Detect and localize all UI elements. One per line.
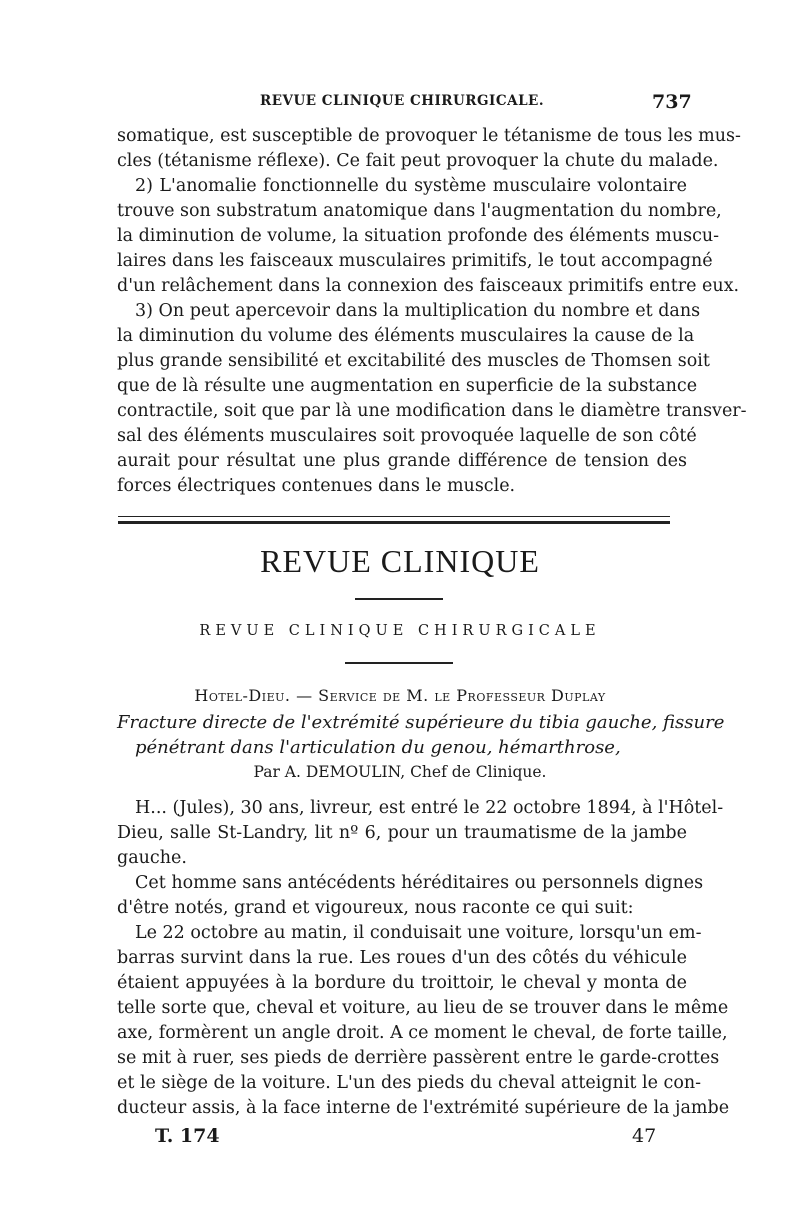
text-line: somatique, est susceptible de provoquer le tétanisme de tous les mus- (117, 126, 741, 146)
text-line: Cet homme sans antécédents héréditaires ou personnels dignes (135, 873, 704, 893)
text-line: et le siège de la voiture. L'un des pieds du cheval atteignit le con- (117, 1073, 702, 1093)
text-line: Le 22 octobre au matin, il conduisait une voiture, lorsqu'un em- (135, 923, 702, 943)
hospital-service-line: Hotel-Dieu. — Service de M. le Professeur Duplay (194, 686, 606, 705)
running-header: REVUE CLINIQUE CHIRURGICALE. (260, 93, 545, 109)
text-line: 3) On peut apercevoir dans la multiplication du nombre et dans (135, 301, 701, 321)
text-line: telle sorte que, cheval et voiture, au lieu de se trouver dans le même (117, 998, 729, 1018)
text-line: sal des éléments musculaires soit provoquée laquelle de son côté (117, 426, 697, 446)
text-line: gauche. (117, 848, 187, 868)
text-line: laires dans les faisceaux musculaires primitifs, le tout accompagné (117, 251, 713, 271)
section-divider-top (118, 516, 670, 517)
article-title-line: pénétrant dans l'articulation du genou, hémarthrose, (135, 737, 621, 758)
text-line: la diminution de volume, la situation profonde des éléments muscu- (117, 226, 720, 246)
article-title-line: Fracture directe de l'extrémité supérieure du tibia gauche, fissure (117, 712, 725, 733)
text-line: 2) L'anomalie fonctionnelle du système musculaire volontaire (135, 176, 687, 196)
subsection-title: REVUE CLINIQUE CHIRURGICALE (199, 623, 601, 639)
author-line: Par A. DEMOULIN, Chef de Clinique. (253, 763, 547, 781)
section-divider-bottom (118, 521, 670, 524)
text-line: aurait pour résultat une plus grande différence de tension des (117, 451, 687, 471)
text-line: plus grande sensibilité et excitabilité des muscles de Thomsen soit (117, 351, 710, 371)
text-line: ducteur assis, à la face interne de l'extrémité supérieure de la jambe (117, 1098, 730, 1118)
text-line: la diminution du volume des éléments musculaires la cause de la (117, 326, 695, 346)
text-line: se mit à ruer, ses pieds de derrière passèrent entre le garde-crottes (117, 1048, 720, 1068)
text-line: d'être notés, grand et vigoureux, nous raconte ce qui suit: (117, 898, 634, 918)
volume-number: T. 174 (155, 1125, 220, 1147)
subtitle-underline (345, 662, 453, 664)
text-line: barras survint dans la rue. Les roues d'un des côtés du véhicule (117, 948, 687, 968)
section-title: REVUE CLINIQUE (260, 543, 540, 579)
text-line: Dieu, salle St-Landry, lit nº 6, pour un traumatisme de la jambe (117, 823, 687, 843)
text-line: trouve son substratum anatomique dans l'augmentation du nombre, (117, 201, 722, 221)
text-line: contractile, soit que par là une modification dans le diamètre transver- (117, 401, 747, 421)
text-line: d'un relâchement dans la connexion des faisceaux primitifs entre eux. (117, 276, 740, 296)
page-number: 737 (652, 91, 692, 113)
text-line: que de là résulte une augmentation en superficie de la substance (117, 376, 698, 396)
signature-number: 47 (632, 1125, 657, 1147)
text-line: forces électriques contenues dans le muscle. (117, 476, 516, 496)
title-underline (355, 598, 443, 600)
text-line: cles (tétanisme réflexe). Ce fait peut provoquer la chute du malade. (117, 151, 719, 171)
text-line: H... (Jules), 30 ans, livreur, est entré le 22 octobre 1894, à l'Hôtel- (135, 798, 724, 818)
text-line: étaient appuyées à la bordure du troittoir, le cheval y monta de (117, 973, 687, 993)
text-line: axe, formèrent un angle droit. A ce moment le cheval, de forte taille, (117, 1023, 728, 1043)
